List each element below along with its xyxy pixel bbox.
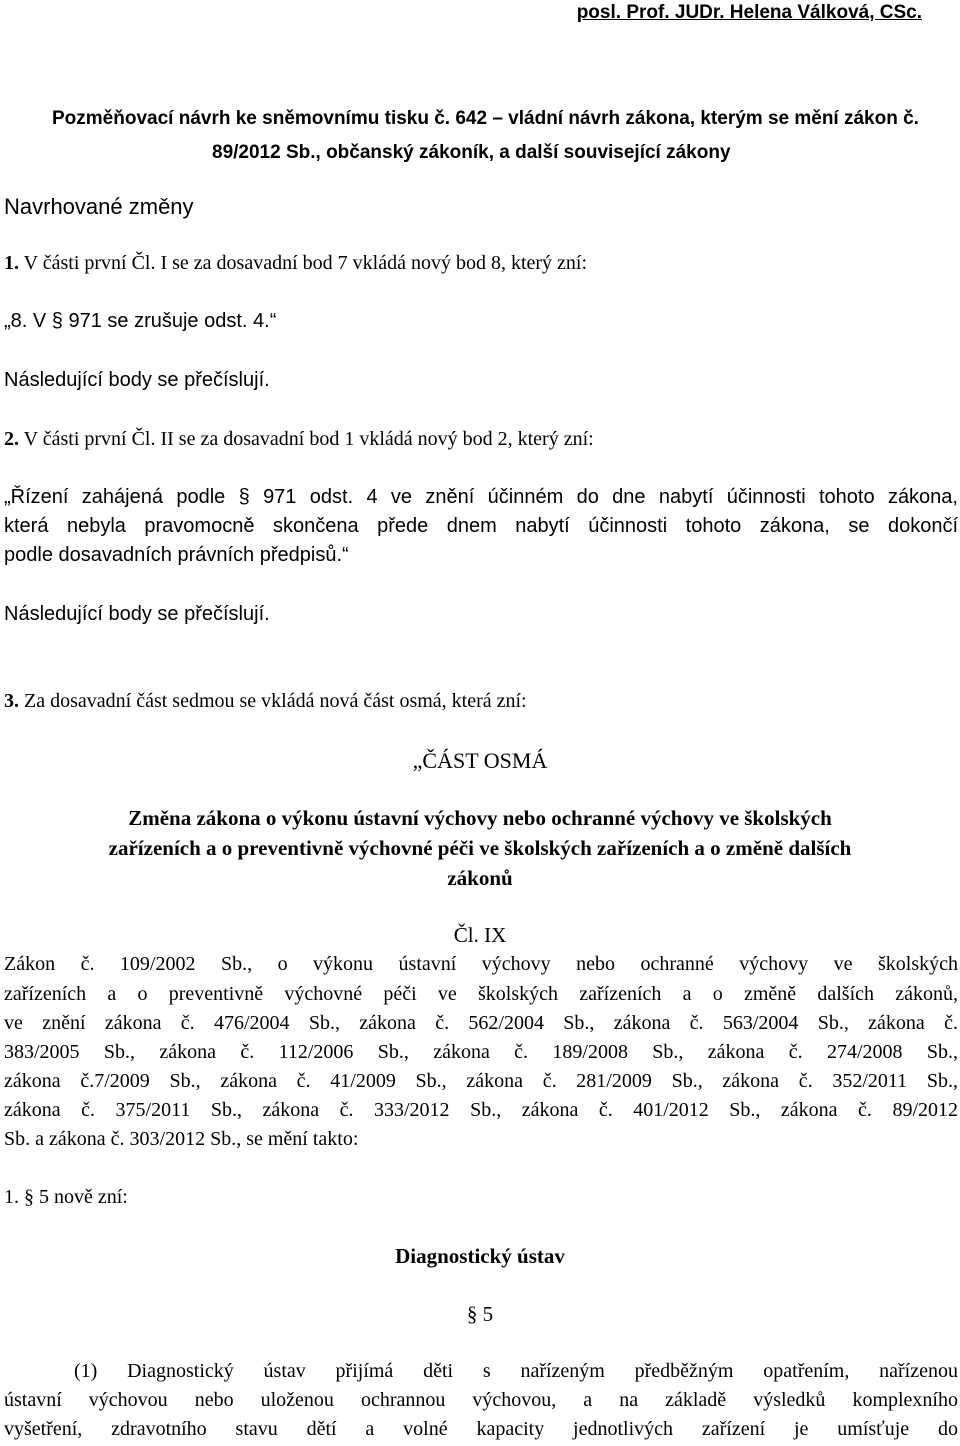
amendment-line-7: Sb. a zákona č. 303/2012 Sb., se mění takto: bbox=[4, 1128, 359, 1150]
item-2-quote-line-1: „Řízení zahájená podle § 971 odst. 4 ve znění účinném do dne nabytí účinnosti tohoto zákona, bbox=[4, 486, 958, 508]
law-title-line-1: Změna zákona o výkonu ústavní výchovy nebo ochranné výchovy ve školských bbox=[128, 806, 832, 830]
part-title: „ČÁST OSMÁ bbox=[412, 748, 548, 773]
point-1: 1. § 5 nově zní: bbox=[4, 1186, 128, 1208]
item-2-text bbox=[4, 428, 594, 451]
item-1-renumber: Následující body se přečíslují. bbox=[4, 369, 270, 391]
amendment-line-1: Zákon č. 109/2002 Sb., o výkonu ústavní výchovy nebo ochranné výchovy ve školských bbox=[4, 953, 958, 975]
author-line: posl. Prof. JUDr. Helena Válková, CSc. bbox=[576, 2, 922, 23]
amendment-line-4: 383/2005 Sb., zákona č. 112/2006 Sb., zákona č. 189/2008 Sb., zákona č. 274/2008 Sb., bbox=[4, 1041, 958, 1063]
item-2-quote-line-3: podle dosavadních právních předpisů.“ bbox=[4, 544, 349, 566]
item-1-number: 1. bbox=[4, 252, 19, 274]
section-heading: Navrhované změny bbox=[4, 194, 194, 219]
amendment-line-3: ve znění zákona č. 476/2004 Sb., zákona č. 562/2004 Sb., zákona č. 563/2004 Sb., zákona č. bbox=[4, 1012, 958, 1034]
item-3-body: Za dosavadní část sedmou se vkládá nová část osmá, která zní: bbox=[19, 690, 527, 712]
document-title-line-2: 89/2012 Sb., občanský zákoník, a další související zákony bbox=[212, 142, 731, 163]
amendment-line-5: zákona č.7/2009 Sb., zákona č. 41/2009 Sb., zákona č. 281/2009 Sb., zákona č. 352/2011 Sb., bbox=[4, 1070, 958, 1092]
amendment-line-6: zákona č. 375/2011 Sb., zákona č. 333/2012 Sb., zákona č. 401/2012 Sb., zákona č. 89/2012 bbox=[4, 1099, 958, 1121]
amendment-line-2: zařízeních a o preventivně výchovné péči ve školských zařízeních a o změně dalších zákonů, bbox=[4, 983, 958, 1005]
item-1-quote: „8. V § 971 se zrušuje odst. 4.“ bbox=[4, 310, 277, 332]
paragraph-line-1: (1) Diagnostický ústav přijímá děti s nařízeným předběžným opatřením, nařízenou bbox=[74, 1360, 958, 1382]
paragraph-line-3: vyšetření, zdravotního stavu dětí a volné kapacity jednotlivých zařízení je umísťuje do bbox=[4, 1418, 958, 1440]
section-sign: § 5 bbox=[466, 1302, 494, 1326]
item-2-quote-line-2: která nebyla pravomocně skončena přede dnem nabytí účinnosti tohoto zákona, se dokončí bbox=[4, 515, 958, 537]
item-1-text bbox=[4, 252, 587, 275]
item-3-text bbox=[4, 690, 527, 713]
article-number: Čl. IX bbox=[453, 923, 507, 947]
document-title-line-1: Pozměňovací návrh ke sněmovnímu tisku č. 642 – vládní návrh zákona, kterým se mění zákon č. bbox=[52, 108, 919, 129]
section-name: Diagnostický ústav bbox=[395, 1244, 565, 1268]
item-3-number: 3. bbox=[4, 690, 19, 712]
law-title-line-3: zákonů bbox=[447, 866, 513, 890]
item-1-body: V části první Čl. I se za dosavadní bod 7 vkládá nový bod 8, který zní: bbox=[19, 252, 588, 274]
item-2-renumber: Následující body se přečíslují. bbox=[4, 603, 270, 625]
law-title-line-2: zařízeních a o preventivně výchovné péči ve školských zařízeních a o změně dalších bbox=[108, 836, 852, 860]
paragraph-line-2: ústavní výchovou nebo uloženou ochrannou výchovou, a na základě výsledků komplexního bbox=[4, 1389, 958, 1411]
item-2-number: 2. bbox=[4, 428, 19, 450]
item-2-body: V části první Čl. II se za dosavadní bod 1 vkládá nový bod 2, který zní: bbox=[19, 428, 594, 450]
